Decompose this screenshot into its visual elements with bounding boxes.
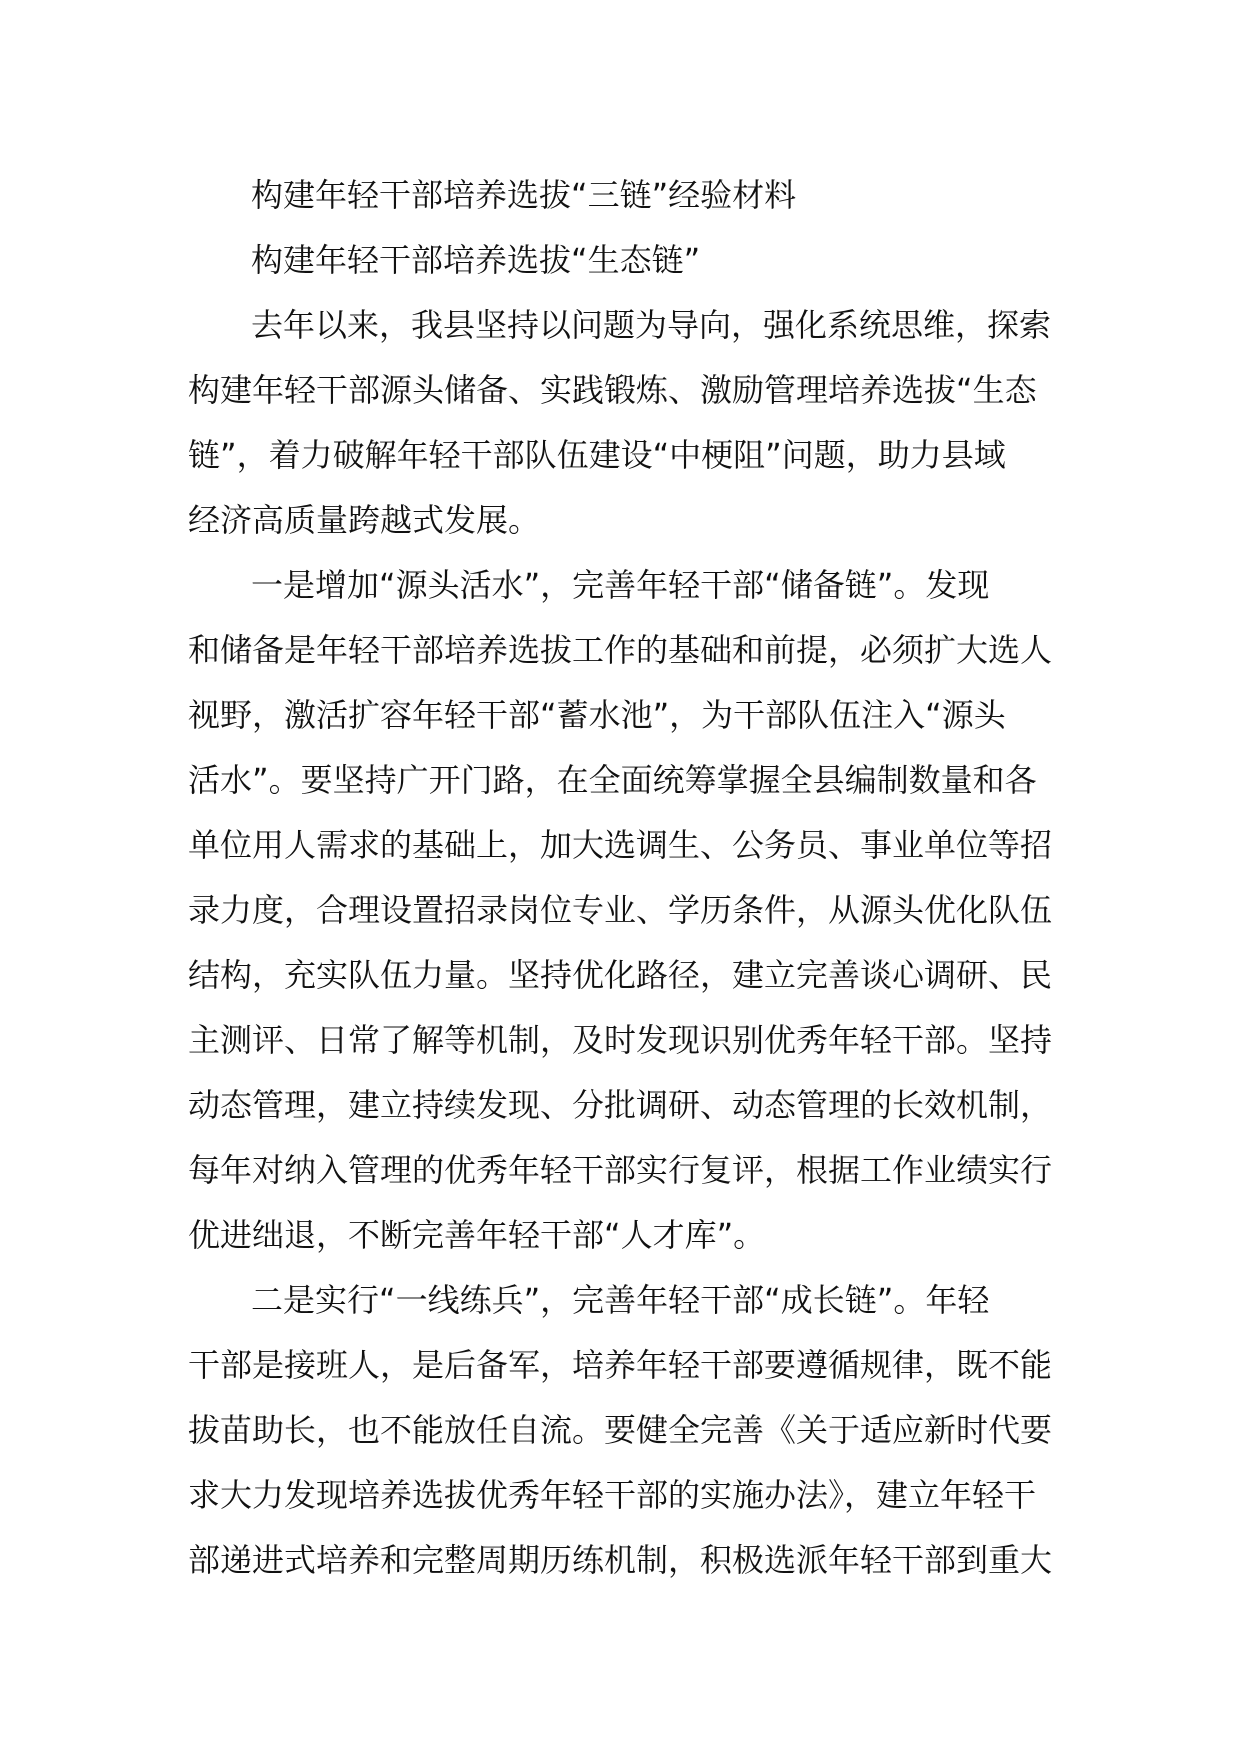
paragraph-reserve-chain-line: 每年对纳入管理的优秀年轻干部实行复评，根据工作业绩实行 (188, 1151, 1053, 1189)
paragraph-reserve-chain-line: 动态管理，建立持续发现、分批调研、动态管理的长效机制， (188, 1086, 1053, 1124)
paragraph-reserve-chain-line: 单位用人需求的基础上，加大选调生、公务员、事业单位等招 (188, 826, 1053, 864)
paragraph-growth-chain-line: 部递进式培养和完整周期历练机制，积极选派年轻干部到重大 (188, 1541, 1053, 1579)
paragraph-reserve-chain-line: 视野，激活扩容年轻干部“蓄水池”，为干部队伍注入“源头 (188, 696, 1006, 734)
paragraph-reserve-chain-line: 一是增加“源头活水”，完善年轻干部“储备链”。发现 (251, 566, 990, 604)
paragraph-reserve-chain-line: 主测评、日常了解等机制，及时发现识别优秀年轻干部。坚持 (188, 1021, 1053, 1059)
paragraph-reserve-chain-line: 活水”。要坚持广开门路，在全面统筹掌握全县编制数量和各 (188, 761, 1037, 799)
paragraph-intro-line: 经济高质量跨越式发展。 (188, 501, 541, 539)
paragraph-intro-line: 构建年轻干部源头储备、实践锻炼、激励管理培养选拔“生态 (188, 371, 1037, 409)
paragraph-growth-chain-line: 求大力发现培养选拔优秀年轻干部的实施办法》，建立年轻干 (188, 1476, 1037, 1514)
paragraph-reserve-chain-line: 结构，充实队伍力量。坚持优化路径，建立完善谈心调研、民 (188, 956, 1053, 994)
document-subtitle: 构建年轻干部培养选拔“生态链” (251, 241, 701, 279)
paragraph-intro-line: 链”，着力破解年轻干部队伍建设“中梗阻”问题，助力县域 (188, 436, 1006, 474)
document-title: 构建年轻干部培养选拔“三链”经验材料 (251, 176, 797, 214)
paragraph-growth-chain-line: 拔苗助长，也不能放任自流。要健全完善《关于适应新时代要 (188, 1411, 1053, 1449)
paragraph-growth-chain-line: 二是实行“一线练兵”，完善年轻干部“成长链”。年轻 (251, 1281, 990, 1319)
paragraph-reserve-chain-line: 录力度，合理设置招录岗位专业、学历条件，从源头优化队伍 (188, 891, 1053, 929)
paragraph-reserve-chain-line: 和储备是年轻干部培养选拔工作的基础和前提，必须扩大选人 (188, 631, 1053, 669)
paragraph-growth-chain-line: 干部是接班人，是后备军，培养年轻干部要遵循规律，既不能 (188, 1346, 1053, 1384)
paragraph-intro-line: 去年以来，我县坚持以问题为导向，强化系统思维，探索 (251, 306, 1052, 344)
paragraph-reserve-chain-line: 优进绌退，不断完善年轻干部“人才库”。 (188, 1216, 766, 1254)
